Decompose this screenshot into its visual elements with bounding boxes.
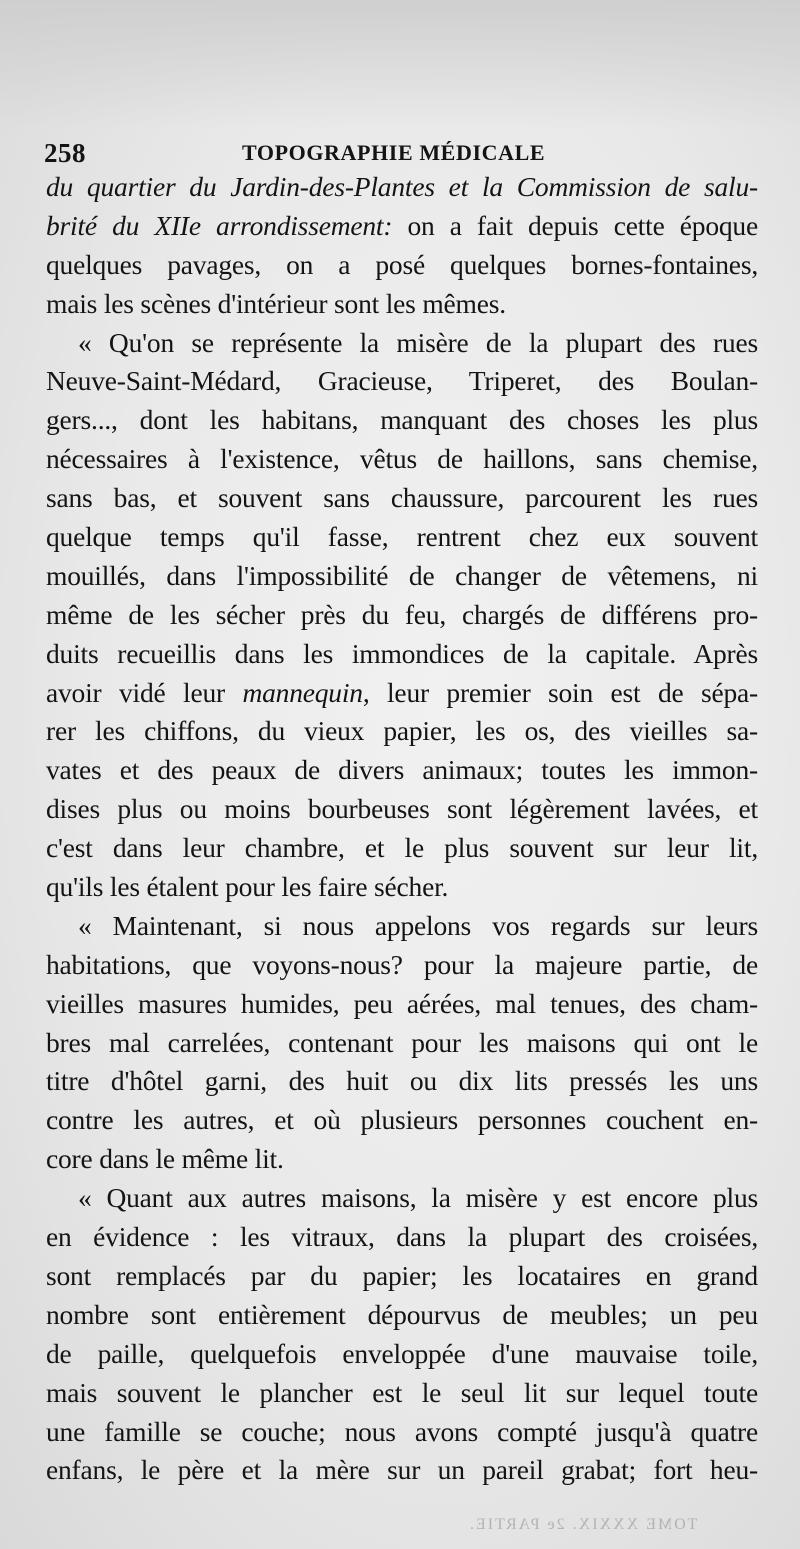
text-run: mannequin	[242, 676, 363, 708]
text-line: core dans le même lit.	[46, 1143, 284, 1175]
text-line: du quartier du Jardin-des-Plantes et la Commission de salu-	[46, 171, 758, 202]
text-line	[46, 674, 758, 713]
text-line: enfans, le père et la mère sur un pareil grabat; fort heu-	[46, 1454, 758, 1486]
text-line: de paille, quelquefois enveloppée d'une mauvaise toile,	[46, 1337, 758, 1369]
text-line: « Quant aux autres maisons, la misère y est encore plus	[78, 1182, 758, 1214]
text-line: vieilles masures humides, peu aérées, mal tenues, des cham-	[46, 987, 758, 1019]
text-line: gers..., dont les habitans, manquant des choses les plus	[46, 404, 758, 436]
footer-bleed-through: TOME XXXIX. 2e PARTIE.	[468, 1516, 698, 1533]
text-line: nombre sont entièrement dépourvus de meubles; un peu	[46, 1298, 758, 1330]
text-line: c'est dans leur chambre, et le plus souvent sur leur lit,	[46, 832, 758, 864]
text-line: contre les autres, et où plusieurs personnes couchent en-	[46, 1104, 758, 1136]
text-run: avoir vidé leur	[46, 676, 243, 708]
text-line: duits recueillis dans les immondices de la capitale. Après	[46, 637, 758, 669]
text-run: brité du XIIe arrondissement:	[46, 209, 408, 241]
text-line: en évidence : les vitraux, dans la plupart des croisées,	[46, 1221, 758, 1253]
text-line: nécessaires à l'existence, vêtus de haillons, sans chemise,	[46, 443, 758, 475]
text-line: même de les sécher près du feu, chargés de différens pro-	[46, 598, 758, 630]
text-line: qu'ils les étalent pour les faire sécher.	[46, 871, 449, 903]
text-line: sont remplacés par du papier; les locataires en grand	[46, 1259, 758, 1291]
text-line: rer les chiffons, du vieux papier, les os, des vieilles sa-	[46, 715, 758, 747]
text-line: bres mal carrelées, contenant pour les maisons qui ont le	[46, 1026, 758, 1058]
text-line: titre d'hôtel garni, des huit ou dix lits pressés les uns	[46, 1065, 758, 1097]
text-run: , leur premier soin est de sépa-	[362, 676, 759, 708]
text-line: une famille se couche; nous avons compté jusqu'à quatre	[46, 1415, 758, 1447]
text-line: habitations, que voyons-nous? pour la majeure partie, de	[46, 948, 758, 980]
body-text	[46, 168, 758, 1490]
page-number: 258	[44, 138, 86, 168]
text-line	[46, 207, 758, 246]
text-line: dises plus ou moins bourbeuses sont légèrement lavées, et	[46, 793, 758, 825]
text-line: vates et des peaux de divers animaux; toutes les immon-	[46, 754, 758, 786]
text-line: « Maintenant, si nous appelons vos regards sur leurs	[78, 909, 758, 941]
text-line: quelques pavages, on a posé quelques bornes-fontaines,	[46, 248, 758, 280]
text-line: mouillés, dans l'impossibilité de changer de vêtemens, ni	[46, 559, 758, 591]
running-title: TOPOGRAPHIE MÉDICALE	[242, 140, 546, 165]
text-line: mais les scènes d'intérieur sont les mêmes.	[46, 287, 506, 319]
text-line: quelque temps qu'il fasse, rentrent chez eux souvent	[46, 521, 758, 553]
text-line: sans bas, et souvent sans chaussure, parcourent les rues	[46, 482, 758, 514]
running-head	[44, 138, 554, 172]
text-line: Neuve-Saint-Médard, Gracieuse, Triperet, des Boulan-	[46, 365, 758, 397]
text-line: « Qu'on se représente la misère de la plupart des rues	[78, 326, 758, 358]
text-run: on a fait depuis cette époque	[407, 209, 758, 241]
text-line: mais souvent le plancher est le seul lit sur lequel toute	[46, 1376, 758, 1408]
